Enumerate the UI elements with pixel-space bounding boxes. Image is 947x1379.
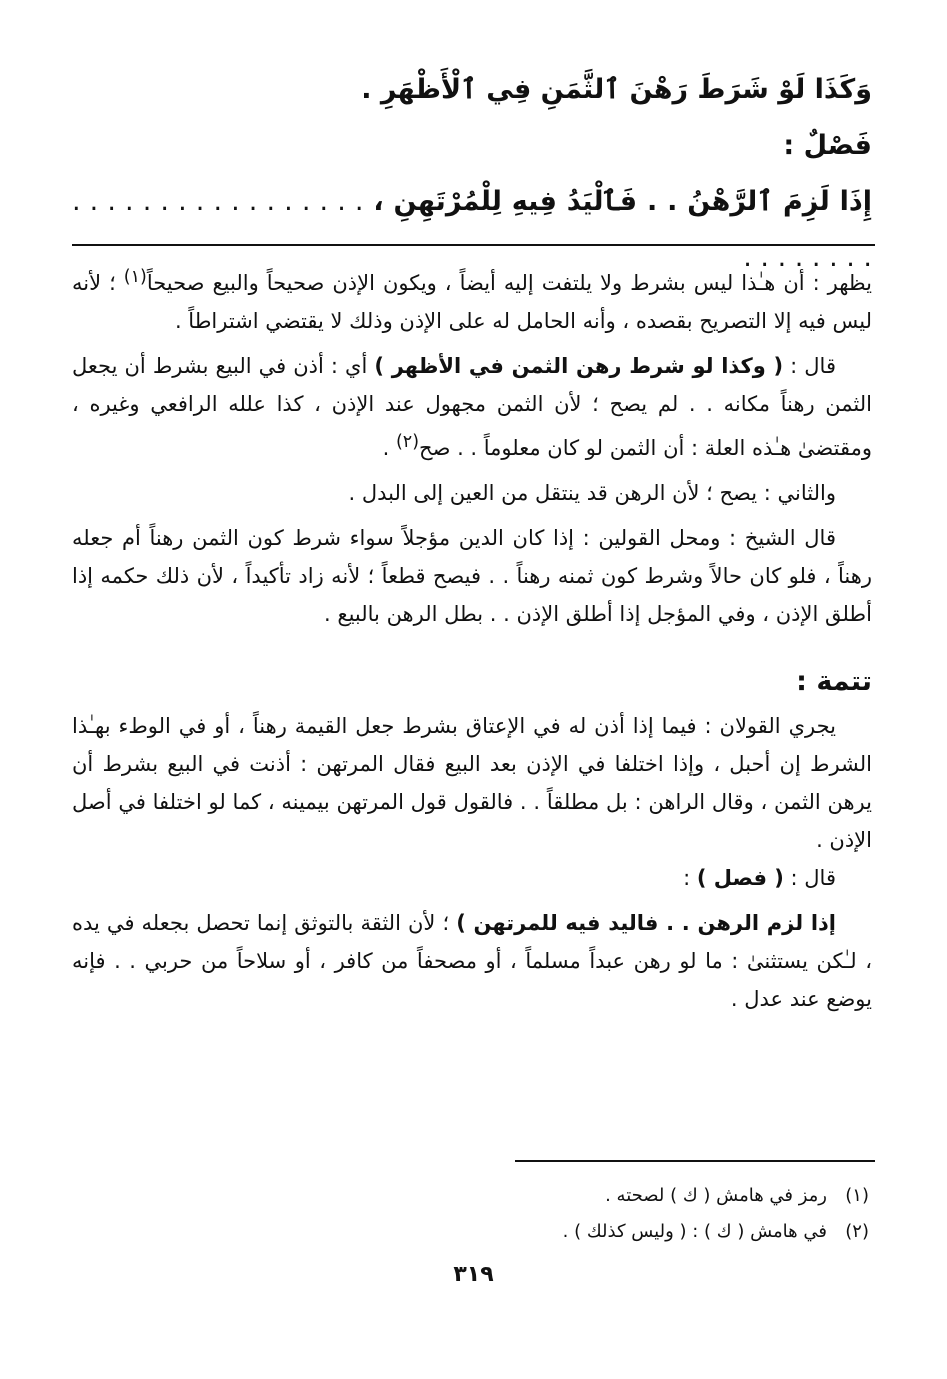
- matn-dots: . . . . . . . . . . . . . . . . . . . . . . . . .: [72, 186, 872, 273]
- commentary-block: [72, 258, 872, 1018]
- footnote-1: [89, 1178, 869, 1214]
- p2-lead: قال :: [783, 354, 836, 378]
- footnote-number: (١): [845, 1185, 869, 1206]
- p2-quoted-matn: ( وكذا لو شرط رهن الثمن في الأظهر ): [374, 354, 784, 378]
- p7-text: ؛ لأن الثقة بالتوثق إنما تحصل بجعله في يده ، لـٰكن يستثنىٰ : ما لو رهن عبداً مسلماً ، أو مصحفاً من كافر ، أو سلاحاً من حربي . . فإنه يوضع عند عدل .: [72, 911, 872, 1011]
- p2-text: أي : أذن في البيع بشرط أن يجعل الثمن رهناً مكانه . . لم يصح ؛ لأن الثمن مجهول عند الإذن ، كذا علله الرافعي وغيره ، ومقتضىٰ هـٰذه العلة : أن الثمن لو كان معلوماً . . صح: [72, 354, 872, 460]
- footnote-number: (٢): [845, 1221, 869, 1242]
- commentary-paragraph-7: [72, 904, 872, 1018]
- p6-quoted-matn: ( فصل ): [696, 866, 784, 890]
- matn-heading-fasl: فَصْلٌ :: [783, 130, 872, 161]
- p1-text-b: ؛ لأنه ليس فيه إلا التصريح بقصده ، وأنه الحامل له على الإذن وذلك لا يقتضي اشتراطاً .: [72, 271, 872, 333]
- matn-line-1: وَكَذَا لَوْ شَرَطَ رَهْنَ ٱلثَّمَنِ فِي ٱلْأَظْهَرِ .: [361, 74, 872, 105]
- p1-text-a: يظهر : أن هـٰذا ليس بشرط ولا يلتفت إليه أيضاً ، ويكون الإذن صحيحاً والبيع صحيحاً: [146, 271, 872, 295]
- p2-end: .: [382, 436, 396, 460]
- matn-line-2-text: إِذَا لَزِمَ ٱلرَّهْنُ . . فَٱلْيَدُ فِيهِ لِلْمُرْتَهِنِ ،: [373, 186, 872, 217]
- separator-rule: [72, 244, 875, 246]
- footnote-text: في هامش ( ك ) : ( وليس كذلك ) .: [562, 1221, 827, 1242]
- footnote-text: رمز في هامش ( ك ) لصحته .: [605, 1185, 827, 1206]
- footnotes: [89, 1178, 869, 1250]
- footnote-separator: [515, 1160, 875, 1162]
- commentary-paragraph-1: [72, 258, 872, 340]
- p7-quoted-matn: إذا لزم الرهن . . فاليد فيه للمرتهن ): [456, 911, 836, 935]
- footnote-2: [89, 1214, 869, 1250]
- tatimma-heading: تتمة :: [796, 666, 872, 697]
- footnote-ref-2: (٢): [395, 432, 420, 452]
- commentary-paragraph-6: [72, 859, 872, 897]
- commentary-paragraph-3: والثاني : يصح ؛ لأن الرهن قد ينتقل من العين إلى البدل .: [348, 481, 836, 505]
- p6-end: :: [683, 866, 697, 890]
- matn-block: [72, 62, 872, 286]
- page-number: ٣١٩: [453, 1262, 494, 1287]
- commentary-paragraph-5: يجري القولان : فيما إذا أذن له في الإعتاق بشرط جعل القيمة رهناً ، أو في الوطء بهـٰذا الشرط إن أحبل ، وإذا اختلفا في الإذن بعد البيع فقال المرتهن : أذنت في البيع بشرط أن يرهن الثمن ، وقال الراهن : بل مطلقاً . . فالقول قول المرتهن بيمينه ، كما لو اختلفا في أصل الإذن .: [72, 714, 872, 852]
- commentary-paragraph-4: قال الشيخ : ومحل القولين : إذا كان الدين مؤجلاً سواء شرط كون الثمن رهناً أم جعله رهناً ، فلو كان حالاً وشرط كون ثمنه رهناً . . فيصح قطعاً ؛ لأنه زاد تأكيداً ، لأن ذلك حكمه إذا أطلق الإذن ، وفي المؤجل إذا أطلق الإذن . . بطل الرهن بالبيع .: [72, 526, 872, 626]
- footnote-ref-1: (١): [123, 267, 147, 287]
- p6-lead: قال :: [783, 866, 836, 890]
- commentary-paragraph-2: [72, 347, 872, 467]
